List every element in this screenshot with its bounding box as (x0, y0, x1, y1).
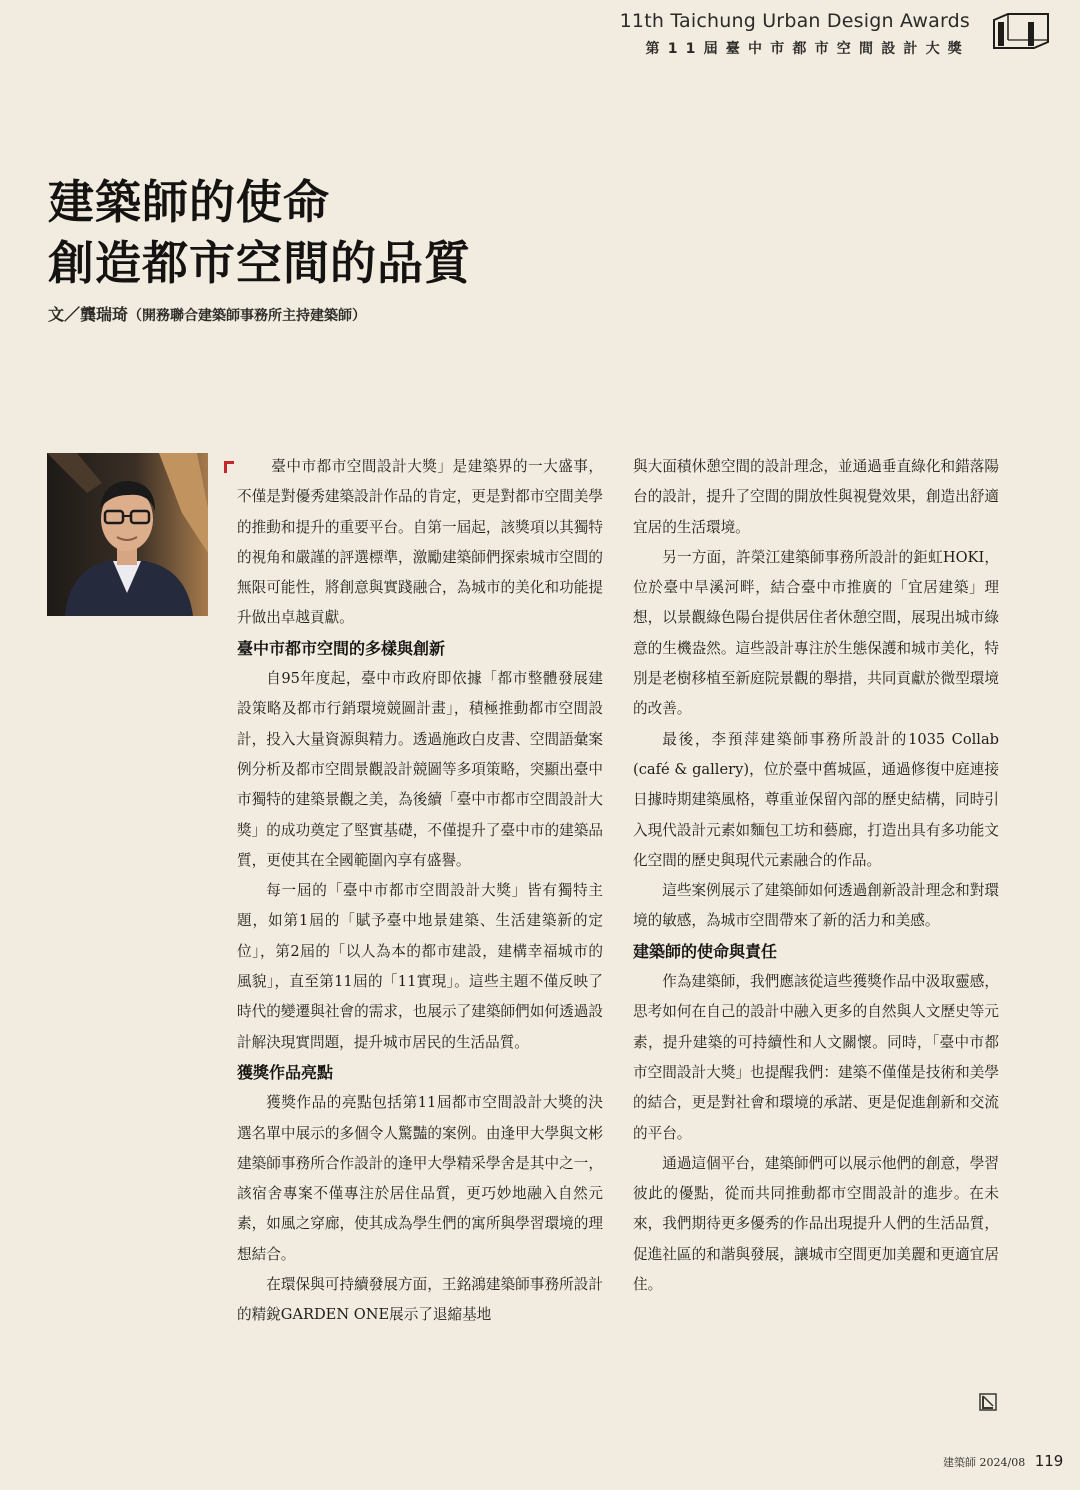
article-title-line1: 建築師的使命 (48, 175, 330, 229)
author-affiliation: （開務聯合建築師事務所主持建築師） (128, 308, 367, 324)
author: 文／龔瑞琦 (48, 305, 129, 324)
body-paragraph: 自95年度起，臺中市政府即依據「都市整體發展建設策略及都市行銷環境競圖計畫」，積極推動都市空間設計，投入大量資源與精力。透過施政白皮書、空間語彙案例分析及都市空間景觀設計競圖等多項策略，突顯出臺中市獨特的建築景觀之美，為後續「臺中市都市空間設計大獎」的成功奠定了堅實基礎，不僅提升了臺中市的建築品質，更使其在全國範圍內享有盛譽。 (237, 670, 603, 869)
body-paragraph: 每一屆的「臺中市都市空間設計大獎」皆有獨特主題，如第1屆的「賦予臺中地景建築、生活建築新的定位」，第2屆的「以人為本的都市建設，建構幸福城市的風貌」，直至第11屆的「11實現」。這些主題不僅反映了時代的變遷與社會的需求，也展示了建築師們如何透過設計解決現實問題，提升城市居民的生活品質。 (237, 882, 603, 1051)
body-paragraph: 在環保與可持續發展方面，王銘鴻建築師事務所設計的精銳GARDEN ONE展示了退縮基地 (237, 1276, 603, 1324)
author-portrait (47, 453, 208, 616)
magazine-issue: 建築師 2024/08 (943, 1456, 1026, 1469)
header-title-zh: 第11屆臺中市都市空間設計大獎 (645, 41, 970, 57)
article-title-line2: 創造都市空間的品質 (48, 236, 471, 290)
section-heading: 建築師的使命與責任 (633, 941, 778, 961)
page-number: 119 (1034, 1452, 1064, 1470)
body-paragraph-continued: 與大面積休憩空間的設計理念，並通過垂直綠化和錯落陽台的設計，提升了空間的開放性與視覺效果，創造出舒適宜居的生活環境。 (633, 458, 999, 536)
article-column-right (633, 452, 999, 1300)
header-title-en: 11th Taichung Urban Design Awards (619, 10, 970, 32)
section-heading: 臺中市都市空間的多樣與創新 (237, 638, 446, 658)
intro-paragraph: 臺中市都市空間設計大獎」是建築界的一大盛事，不僅是對優秀建築設計作品的肯定，更是對都市空間美學的推動和提升的重要平台。自第一屆起，該獎項以其獨特的視角和嚴謹的評選標準，激勵建築師們探索城市空間的無限可能性，將創意與實踐融合，為城市的美化和功能提升做出卓越貢獻。 (237, 458, 603, 627)
article-column-left (237, 452, 603, 1331)
opening-quote-mark (224, 461, 234, 473)
body-paragraph: 另一方面，許榮江建築師事務所設計的鉅虹HOKI，位於臺中旱溪河畔，結合臺中市推廣的「宜居建築」理想，以景觀綠色陽台提供居住者休憩空間，展現出城市綠意的生機盎然。這些設計專注於生態保護和城市美化，特別是老樹移植至新庭院景觀的舉措，共同貢獻於微型環境的改善。 (633, 548, 999, 718)
body-paragraph: 這些案例展示了建築師如何透過創新設計理念和對環境的敏感，為城市空間帶來了新的活力和美感。 (633, 882, 999, 930)
body-paragraph: 通過這個平台，建築師們可以展示他們的創意，學習彼此的優點，從而共同推動都市空間設計的進步。在未來，我們期待更多優秀的作品出現提升人們的生活品質，促進社區的和諧與發展，讓城市空間更加美麗和更適宜居住。 (633, 1154, 999, 1294)
body-paragraph: 作為建築師，我們應該從這些獲獎作品中汲取靈感，思考如何在自己的設計中融入更多的自然與人文歷史等元素，提升建築的可持續性和人文關懷。同時，「臺中市都市空間設計大獎」也提醒我們：建築不僅僅是技術和美學的結合，更是對社會和環境的承諾、更是促進創新和交流的平台。 (633, 973, 999, 1142)
section-heading: 獲獎作品亮點 (237, 1062, 334, 1082)
awards-logo-icon (990, 10, 1052, 50)
page-footer (943, 1452, 1063, 1470)
article-title (48, 172, 471, 294)
body-paragraph: 獲獎作品的亮點包括第11屆都市空間設計大獎的決選名單中展示的多個令人驚豔的案例。由逢甲大學與文彬建築師事務所合作設計的逢甲大學精采學舍是其中之一，該宿舍專案不僅專注於居住品質，更巧妙地融入自然元素，如風之穿廊，使其成為學生們的寓所與學習環境的理想結合。 (237, 1094, 603, 1263)
byline (48, 302, 366, 325)
end-of-article-icon (979, 1393, 997, 1411)
body-paragraph: 最後，李預萍建築師事務所設計的1035 Collab (café & gallery)，位於臺中舊城區，通過修復中庭連接日據時期建築風格，尊重並保留內部的歷史結構，同時引入現代設計元素如麵包工坊和藝廊，打造出具有多功能文化空間的歷史與現代元素融合的作品。 (633, 730, 999, 869)
lead-paragraph (237, 452, 603, 634)
